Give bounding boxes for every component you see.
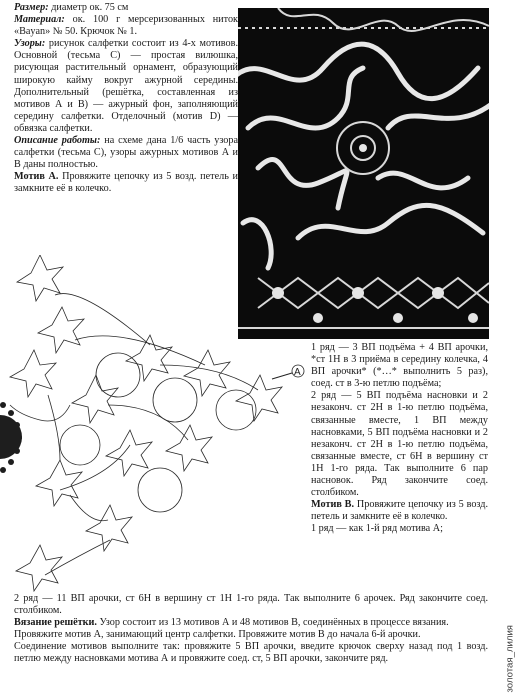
diagram-label-a: A: [294, 367, 301, 378]
crochet-diagram: [0, 255, 310, 597]
intro-text-column: [14, 2, 238, 196]
motif-a-row2: 2 ряд — 5 ВП подъёма насновки и 2 незаконч. ст 2Н в 1-ю петлю подъёма, связанные вместе, 1 ВП между насновками, 5 ВП подъёма насновки и 2 незаконч. ст 2Н в 1-ю петлю подъёма, связанные вместе, ст 6Н в вершину ст 1Н 1-го ряда. Так выполните 6 пар насновок. Ряд закончите соед. столбиком.: [311, 390, 488, 499]
grid-line-3: Провяжите мотив А, занимающий центр салфетки. Провяжите мотив В до начала 6-й арочки.: [14, 629, 421, 641]
motif-b-line: [311, 499, 488, 523]
motif-a-row1: 1 ряд — 3 ВП подъёма + 4 ВП арочки, *ст 1Н в 3 приёма в середину колечка, 4 ВП арочки* (*…* выполнить 5 раз), соед. ст в 3-ю петлю подъёма;: [311, 342, 488, 390]
grid-line-4: Соединение мотивов выполните так: провяжите 5 ВП арочки, введите крючок сверху назад под 1 возд. петлю между насновками мотива А и провяжите соед. ст, 5 ВП арочки, закончите ряд.: [14, 641, 488, 665]
rows-text-column: [311, 342, 488, 536]
work-line: [14, 135, 238, 171]
work-label: Описание работы:: [14, 135, 101, 147]
work-text: на схеме дана 1/6 часть узора салфетки (тесьма С), узоры ажурных мотивов А и В даны полностью.: [14, 135, 239, 171]
size-label: Размер:: [14, 2, 49, 13]
material-line: [14, 14, 238, 38]
size-text: диаметр ок. 75 см: [51, 2, 129, 13]
motif-b-text: Провяжите цепочку из 5 возд. петель и замкните её в колечко.: [311, 499, 488, 523]
motif-b-label: Мотив В.: [311, 499, 355, 511]
motif-a-text: Провяжите цепочку из 5 возд. петель и замкните её в колечко.: [14, 171, 238, 195]
grid-label: Вязание решётки.: [14, 617, 97, 629]
grid-paragraph: [14, 617, 488, 629]
material-label: Материал:: [14, 14, 65, 26]
patterns-text: рисунок салфетки состоит из 4-х мотивов. Основной (тесьма С) — простая вилюшка, рисующая растительный орнамент, образующий широкую кайму вокруг ажурной середины. Дополнительный (решётка, составленная из мотивов А и В) — ажурный фон, заполняющий середину салфетки. Отделочный (мотив D) — обвязка салфетки.: [14, 38, 238, 134]
bottom-text-block: [14, 593, 488, 666]
grid-text: Узор состоит из 13 мотивов А и 48 мотивов В, соединённых в процессе вязания.: [99, 617, 449, 629]
size-line: [14, 2, 238, 14]
crochet-diagram-drawing: [0, 255, 310, 597]
motif-a-label: Мотив А.: [14, 171, 59, 183]
motif-b-row2: 2 ряд — 11 ВП арочки, ст 6Н в вершину ст 1Н 1-го ряда. Так выполните 6 арочек. Ряд закончите соед. столбиком.: [14, 593, 488, 617]
patterns-line: [14, 38, 238, 135]
motif-a-line: [14, 171, 238, 195]
material-text: ок. 100 г мерсеризованных ниток «Bayan» № 50. Крючок № 1.: [14, 14, 238, 38]
patterns-label: Узоры:: [14, 38, 46, 50]
watermark: [498, 585, 524, 697]
motif-b-row1: 1 ряд — как 1-й ряд мотива А;: [311, 523, 443, 535]
watermark-text: золотая_лилия: [504, 624, 516, 693]
